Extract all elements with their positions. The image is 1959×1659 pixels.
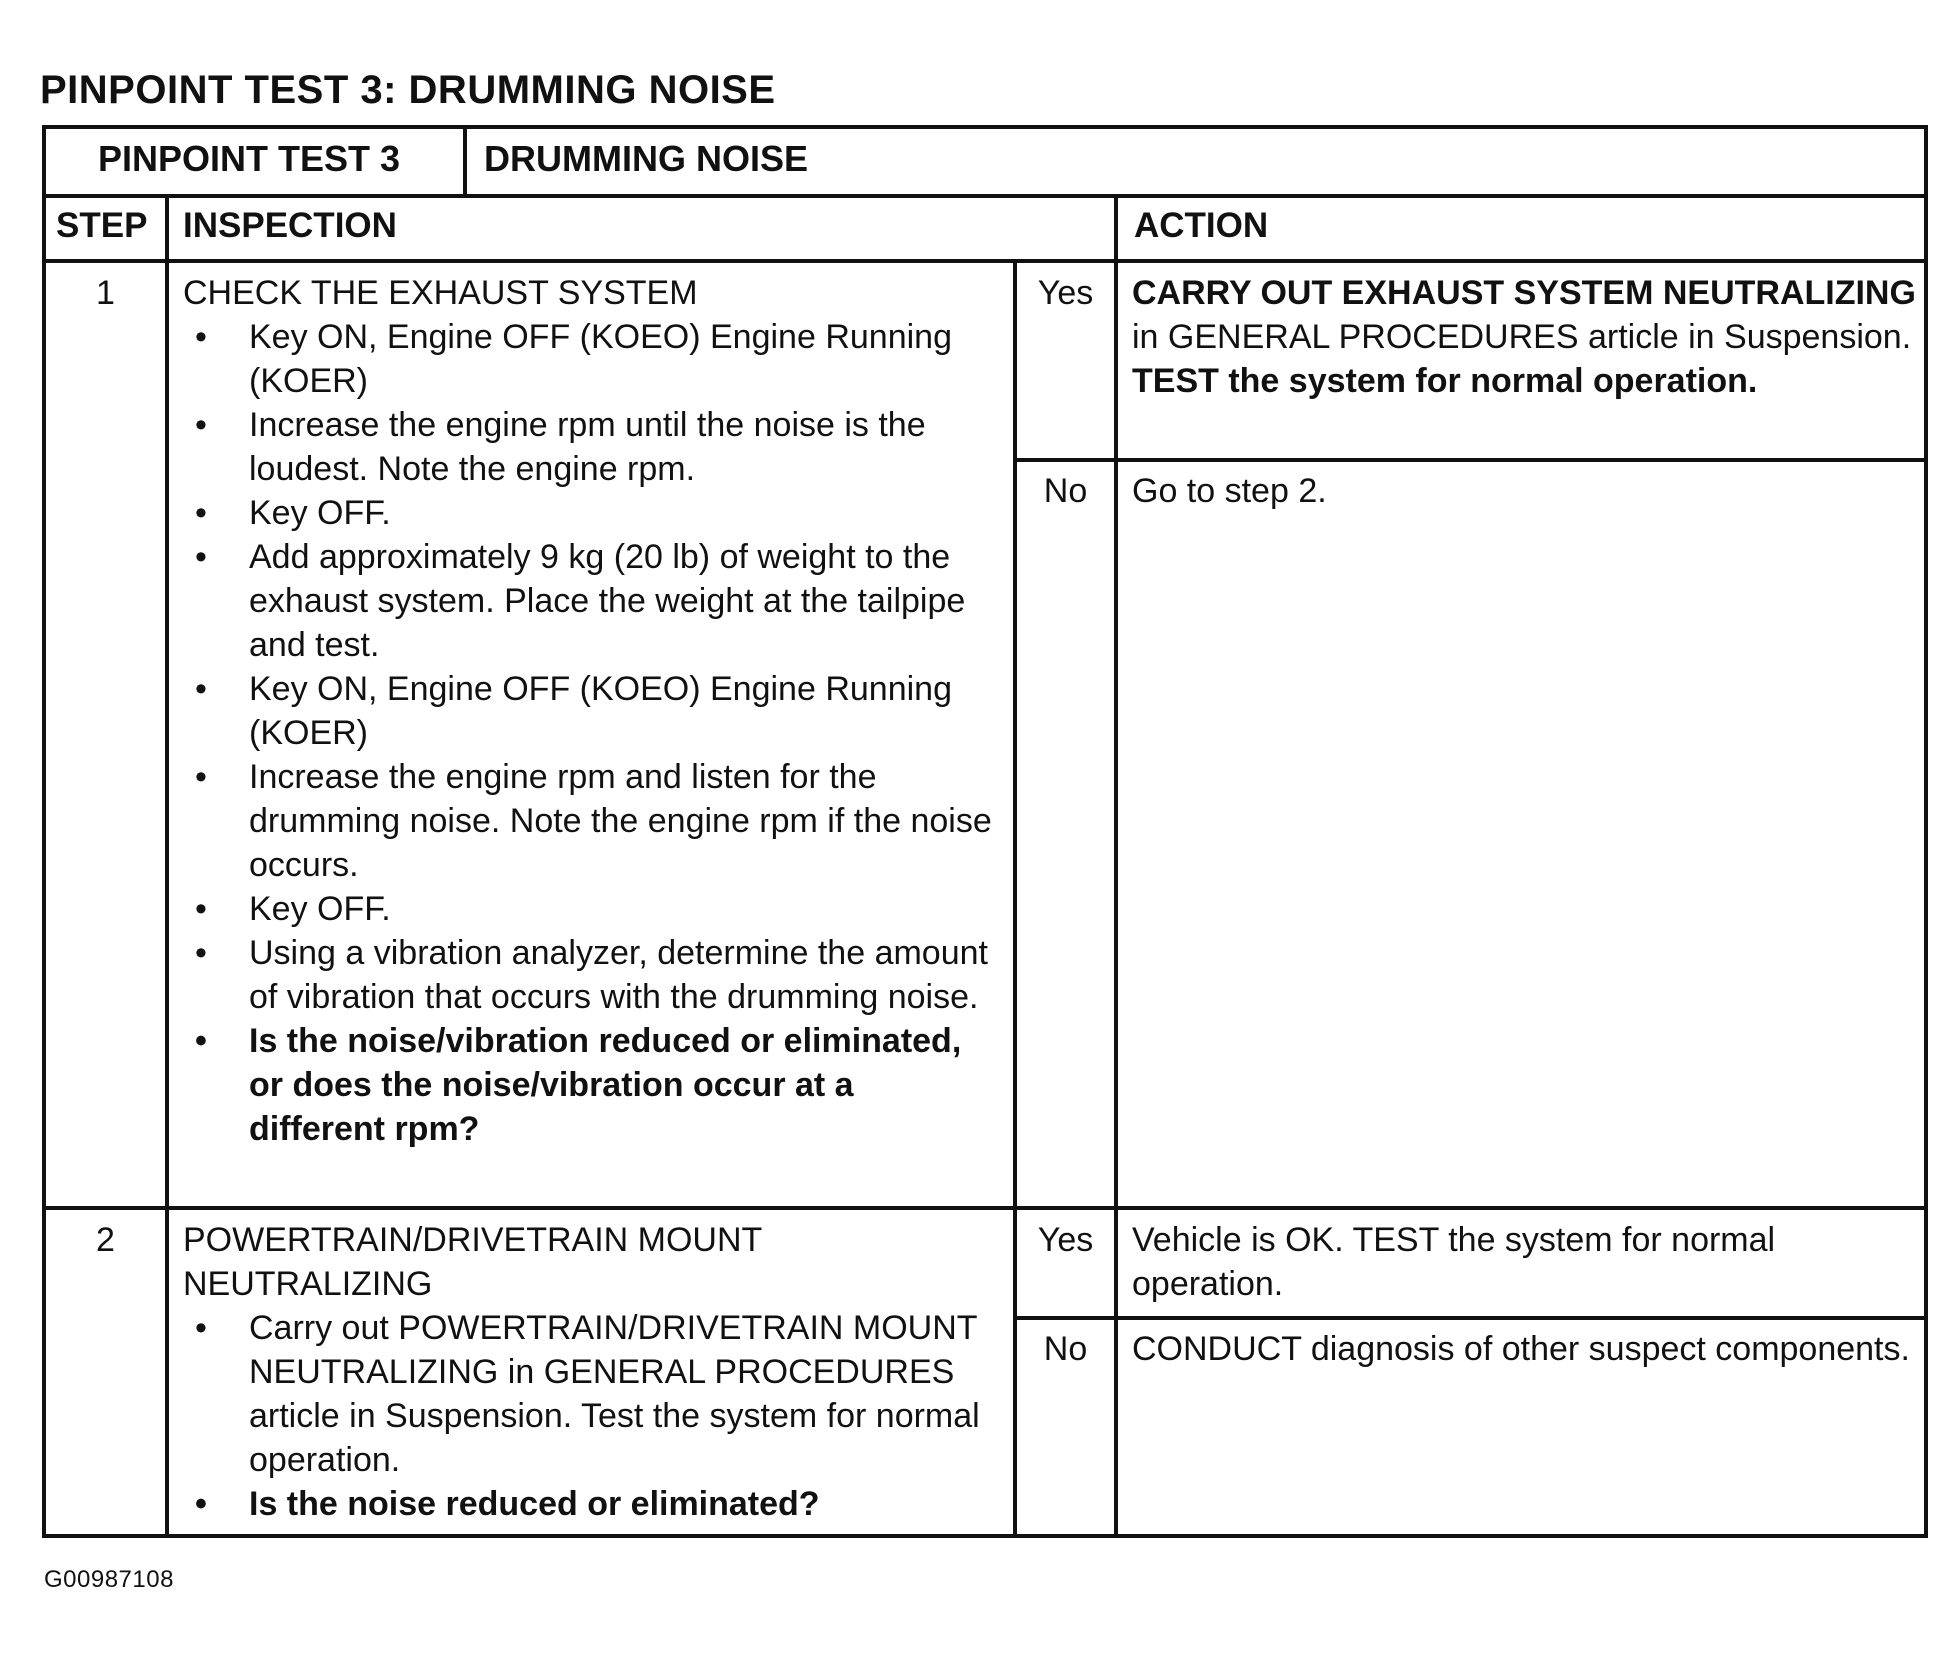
step-1-question: • Is the noise/vibration reduced or eliminated, or does the noise/vibration occur at a different rpm? bbox=[183, 1019, 993, 1151]
step-1-yes-action-reference: in GENERAL PROCEDURES article in Suspension. bbox=[1132, 318, 1912, 356]
test-id-cell: PINPOINT TEST 3 bbox=[98, 138, 401, 179]
step-2-inspection bbox=[183, 1218, 993, 1526]
step-1-title: CHECK THE EXHAUST SYSTEM bbox=[183, 274, 698, 312]
step-1-yes-label: Yes bbox=[1037, 274, 1094, 312]
step-1-bullet-1: • Key ON, Engine OFF (KOEO) Engine Running (KOER) bbox=[183, 315, 993, 403]
rule-below-column-headers bbox=[46, 259, 1924, 263]
figure-code: G00987108 bbox=[44, 1566, 174, 1593]
step-1-no-label: No bbox=[1043, 472, 1088, 510]
step-1-bullet-3: • Key OFF. bbox=[183, 491, 993, 535]
rule-title-divider bbox=[463, 129, 467, 194]
step-2-question: • Is the noise reduced or eliminated? bbox=[183, 1482, 993, 1526]
step-1-yes-action-test: TEST the system for normal operation. bbox=[1132, 362, 1758, 400]
step-1-bullet-6: • Increase the engine rpm and listen for the drumming noise. Note the engine rpm if the noise occurs. bbox=[183, 755, 993, 887]
step-1-bullet-7: • Key OFF. bbox=[183, 887, 993, 931]
step-1-bullet-list bbox=[183, 315, 993, 1151]
step-2-bullet-1 bbox=[183, 1306, 993, 1482]
step-1-bullet-2: • Increase the engine rpm until the noise is the loudest. Note the engine rpm. bbox=[183, 403, 993, 491]
rule-below-title-row bbox=[46, 194, 1924, 198]
rule-step2-yes-no bbox=[1014, 1316, 1924, 1320]
step-2-bullet-1-reference: in GENERAL PROCEDURES article in Suspension. bbox=[249, 1353, 955, 1435]
page-title: PINPOINT TEST 3: DRUMMING NOISE bbox=[40, 68, 776, 112]
step-1-bullet-4: • Add approximately 9 kg (20 lb) of weight to the exhaust system. Place the weight at the tailpipe and test. bbox=[183, 535, 993, 667]
rule-step1-yes-no bbox=[1014, 458, 1924, 462]
step-2-bullet-list bbox=[183, 1306, 993, 1526]
step-2-bullet-1-procedure: Carry out POWERTRAIN/DRIVETRAIN MOUNT NEUTRALIZING bbox=[249, 1309, 977, 1391]
step-2-title: POWERTRAIN/DRIVETRAIN MOUNT NEUTRALIZING bbox=[183, 1221, 762, 1303]
rule-between-steps bbox=[46, 1206, 1924, 1210]
rule-action-column bbox=[1114, 194, 1118, 1534]
test-name-cell: DRUMMING NOISE bbox=[484, 138, 808, 179]
step-1-bullet-5: • Key ON, Engine OFF (KOEO) Engine Running (KOER) bbox=[183, 667, 993, 755]
step-1-bullet-8: • Using a vibration analyzer, determine the amount of vibration that occurs with the drumming noise. bbox=[183, 931, 993, 1019]
inspection-column-header: INSPECTION bbox=[183, 206, 397, 245]
rule-step-column bbox=[165, 194, 169, 1534]
step-1-inspection bbox=[183, 271, 993, 1151]
step-2-yes-action: Vehicle is OK. TEST the system for normal operation. bbox=[1132, 1221, 1776, 1303]
pinpoint-test-table bbox=[42, 125, 1928, 1538]
step-1-number: 1 bbox=[96, 274, 115, 312]
step-2-yes-label: Yes bbox=[1037, 1221, 1094, 1259]
step-2-number: 2 bbox=[96, 1221, 115, 1259]
step-2-no-label: No bbox=[1043, 1330, 1088, 1368]
step-1-yes-action-procedure: CARRY OUT EXHAUST SYSTEM NEUTRALIZING bbox=[1132, 274, 1916, 312]
step-2-no-action: CONDUCT diagnosis of other suspect components. bbox=[1132, 1330, 1910, 1368]
step-1-no-action: Go to step 2. bbox=[1132, 472, 1327, 510]
step-column-header: STEP bbox=[56, 206, 148, 245]
action-column-header: ACTION bbox=[1134, 206, 1269, 245]
step-2-bullet-1-test: Test the system for normal operation. bbox=[249, 1397, 980, 1479]
step-1-yes-action bbox=[1132, 271, 1922, 403]
